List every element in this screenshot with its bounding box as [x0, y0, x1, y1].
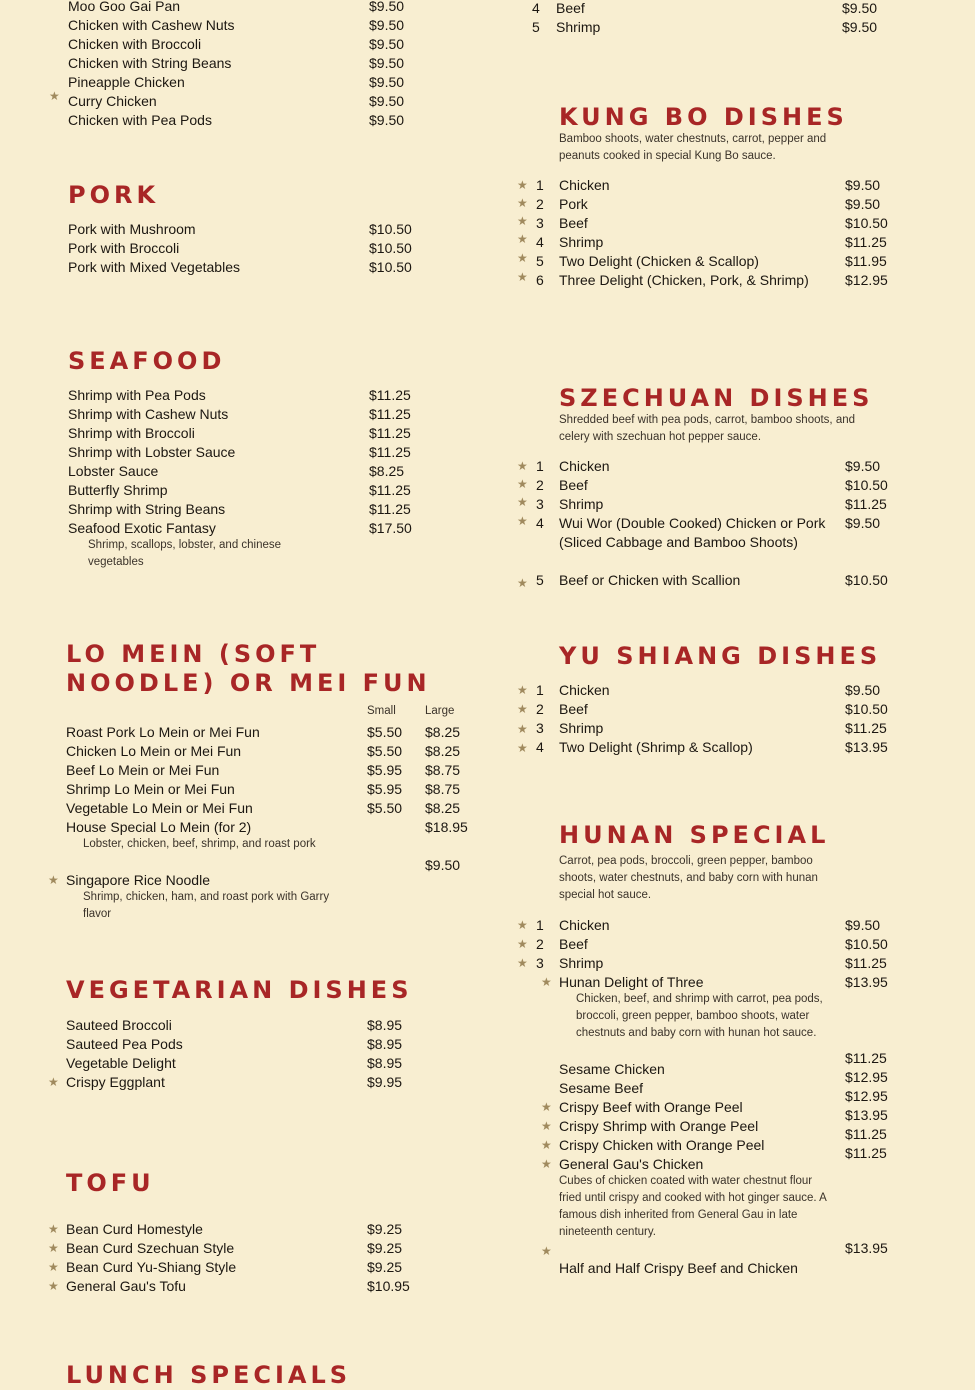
star-icon: ★ [517, 214, 528, 228]
price: $13.95 [845, 739, 888, 755]
star-icon: ★ [517, 937, 528, 951]
menu-item: Crispy Shrimp with Orange Peel [559, 1118, 759, 1134]
menu-item: Butterfly Shrimp [68, 482, 168, 498]
price: $11.25 [845, 720, 887, 736]
section-title: SEAFOOD [68, 347, 226, 375]
menu-item: Vegetable Delight [66, 1055, 176, 1071]
star-icon: ★ [48, 1222, 59, 1236]
price: $13.95 [845, 1240, 888, 1256]
price: $9.25 [367, 1221, 403, 1237]
star-icon: ★ [48, 1260, 59, 1274]
item-number: 3 [536, 215, 544, 231]
price: $9.50 [369, 74, 405, 90]
menu-item: Sesame Chicken [559, 1061, 665, 1077]
menu-item: Bean Curd Szechuan Style [66, 1240, 235, 1256]
star-icon: ★ [517, 196, 528, 210]
item-description: Shrimp, scallops, lobster, and chinese vegetables [88, 539, 282, 568]
item-number: 4 [536, 234, 544, 250]
menu-item: Wui Wor (Double Cooked) Chicken or Pork (Sliced Cabbage and Bamboo Shoots) [559, 515, 826, 550]
section-title: VEGETARIAN DISHES [66, 976, 413, 1004]
price: $10.50 [369, 221, 412, 237]
menu-item: Seafood Exotic Fantasy [68, 520, 216, 536]
star-icon: ★ [541, 1100, 552, 1114]
item-number: 5 [532, 19, 540, 35]
section-title: HUNAN SPECIAL [559, 821, 830, 849]
star-icon: ★ [517, 956, 528, 970]
item-number: 6 [536, 272, 544, 288]
menu-item: Two Delight (Shrimp & Scallop) [559, 739, 753, 755]
price: $9.50 [842, 19, 878, 35]
price: $11.25 [369, 425, 411, 441]
price: $11.25 [369, 482, 411, 498]
column-header-large: Large [425, 705, 455, 717]
menu-item: Shrimp with Cashew Nuts [68, 406, 229, 422]
price: $9.50 [369, 112, 405, 128]
menu-item: Bean Curd Yu-Shiang Style [66, 1259, 237, 1275]
menu-item: Beef [559, 477, 588, 493]
star-icon: ★ [517, 722, 528, 736]
price: $11.25 [845, 1050, 887, 1066]
price: $9.50 [845, 177, 881, 193]
section-title: SZECHUAN DISHES [559, 384, 874, 412]
item-number: 4 [532, 0, 540, 16]
menu-item: Moo Goo Gai Pan [68, 0, 181, 14]
price-small: $5.95 [367, 781, 403, 797]
star-icon: ★ [517, 232, 528, 246]
menu-item: Shrimp [559, 496, 604, 512]
item-number: 4 [536, 739, 544, 755]
menu-item: Shrimp Lo Mein or Mei Fun [66, 781, 235, 797]
price: $9.50 [845, 917, 881, 933]
star-icon: ★ [517, 514, 528, 528]
item-number: 2 [536, 477, 544, 493]
star-icon: ★ [48, 1075, 59, 1089]
menu-item: Beef [559, 701, 588, 717]
star-icon: ★ [541, 1244, 552, 1258]
price: $9.50 [369, 17, 405, 33]
star-icon: ★ [541, 1138, 552, 1152]
star-icon: ★ [49, 89, 60, 103]
item-number: 1 [536, 682, 544, 698]
menu-item: Shrimp with Lobster Sauce [68, 444, 236, 460]
menu-item: Chicken with Broccoli [68, 36, 202, 52]
section-title: PORK [68, 181, 160, 209]
menu-item: Chicken [559, 177, 610, 193]
price: $12.95 [845, 1069, 888, 1085]
price-small: $5.50 [367, 743, 403, 759]
star-icon: ★ [517, 683, 528, 697]
menu-item: Beef [559, 215, 588, 231]
star-icon: ★ [517, 702, 528, 716]
star-icon: ★ [517, 251, 528, 265]
menu-item: Bean Curd Homestyle [66, 1221, 203, 1237]
star-icon: ★ [48, 873, 59, 887]
item-number: 3 [536, 496, 544, 512]
menu-item: Shrimp [559, 234, 604, 250]
star-icon: ★ [541, 1157, 552, 1171]
star-icon: ★ [517, 576, 528, 590]
price-large: $18.95 [425, 819, 468, 835]
item-number: 5 [536, 253, 544, 269]
price: $11.25 [369, 406, 411, 422]
price: $8.95 [367, 1017, 403, 1033]
price: $10.95 [367, 1278, 410, 1294]
price-large: $8.25 [425, 743, 461, 759]
section-title: KUNG BO DISHES [559, 103, 848, 131]
menu-item: Crispy Chicken with Orange Peel [559, 1137, 765, 1153]
item-description: Shrimp, chicken, ham, and roast pork with Garry flavor [83, 891, 330, 920]
item-number: 2 [536, 936, 544, 952]
menu-item: Chicken with Cashew Nuts [68, 17, 235, 33]
price: $12.95 [845, 272, 888, 288]
price-large: $9.50 [425, 857, 461, 873]
item-number: 1 [536, 458, 544, 474]
star-icon: ★ [517, 459, 528, 473]
menu-item: General Gau's Chicken [559, 1156, 704, 1172]
item-number: 4 [536, 515, 544, 531]
price: $10.50 [845, 936, 888, 952]
price: $11.25 [845, 496, 887, 512]
menu-item: Crispy Beef with Orange Peel [559, 1099, 743, 1115]
star-icon: ★ [48, 1279, 59, 1293]
item-number: 5 [536, 572, 544, 588]
menu-item: Chicken [559, 682, 610, 698]
star-icon: ★ [517, 918, 528, 932]
menu-item: Roast Pork Lo Mein or Mei Fun [66, 724, 260, 740]
menu-item: Chicken [559, 917, 610, 933]
price: $9.50 [842, 0, 878, 16]
star-icon: ★ [517, 178, 528, 192]
menu-item: Crispy Eggplant [66, 1074, 165, 1090]
section-title: LUNCH SPECIALS [66, 1361, 352, 1389]
price: $10.50 [369, 240, 412, 256]
menu-item: Shrimp with Broccoli [68, 425, 195, 441]
menu-item: Shrimp with Pea Pods [68, 387, 206, 403]
menu-item: Vegetable Lo Mein or Mei Fun [66, 800, 253, 816]
price: $10.50 [845, 477, 888, 493]
price: $11.25 [845, 234, 887, 250]
menu-item: Sauteed Broccoli [66, 1017, 172, 1033]
price: $9.25 [367, 1259, 403, 1275]
item-description: Lobster, chicken, beef, shrimp, and roast pork [83, 838, 316, 850]
price-small: $5.95 [367, 762, 403, 778]
price: $9.50 [845, 682, 881, 698]
price: $9.50 [369, 93, 405, 109]
item-description: Cubes of chicken coated with water chestnut flour fried until crispy and cooked with hot ginger sauce. A famous dish inherited from General Gau in late nineteenth century. [559, 1175, 827, 1238]
price: $11.25 [369, 444, 411, 460]
menu-item: Pork with Mixed Vegetables [68, 259, 240, 275]
price-large: $8.75 [425, 781, 461, 797]
star-icon: ★ [517, 741, 528, 755]
menu-item: Chicken with String Beans [68, 55, 232, 71]
menu-item: Two Delight (Chicken & Scallop) [559, 253, 759, 269]
section-description: Shredded beef with pea pods, carrot, bamboo shoots, and celery with szechuan hot pepper sauce. [559, 414, 856, 443]
price-small: $5.50 [367, 800, 403, 816]
item-number: 2 [536, 701, 544, 717]
item-number: 3 [536, 720, 544, 736]
price: $13.95 [845, 1107, 888, 1123]
price: $11.25 [369, 501, 411, 517]
menu-item: Lobster Sauce [68, 463, 159, 479]
price: $11.25 [845, 1126, 887, 1142]
star-icon: ★ [541, 975, 552, 989]
menu-item: Sesame Beef [559, 1080, 644, 1096]
item-number: 1 [536, 917, 544, 933]
price: $11.25 [845, 1145, 887, 1161]
menu-item: Beef [559, 936, 588, 952]
menu-item: Beef Lo Mein or Mei Fun [66, 762, 220, 778]
price-large: $8.25 [425, 724, 461, 740]
menu-item: Sauteed Pea Pods [66, 1036, 183, 1052]
price: $17.50 [369, 520, 412, 536]
price: $12.95 [845, 1088, 888, 1104]
star-icon: ★ [541, 1119, 552, 1133]
menu-item: Chicken Lo Mein or Mei Fun [66, 743, 242, 759]
price: $13.95 [845, 974, 888, 990]
price: $9.95 [367, 1074, 403, 1090]
item-number: 1 [536, 177, 544, 193]
menu-item: Pork with Mushroom [68, 221, 196, 237]
menu-item: Shrimp [559, 955, 604, 971]
price: $9.25 [367, 1240, 403, 1256]
menu-item: Shrimp [559, 720, 604, 736]
menu-item: Pork with Broccoli [68, 240, 180, 256]
menu-item: Shrimp [556, 19, 601, 35]
menu-item: Pork [559, 196, 588, 212]
menu-item: Pineapple Chicken [68, 74, 185, 90]
price: $8.95 [367, 1036, 403, 1052]
menu-item: Chicken with Pea Pods [68, 112, 212, 128]
item-number: 2 [536, 196, 544, 212]
price: $9.50 [369, 36, 405, 52]
item-number: 3 [536, 955, 544, 971]
price: $9.50 [845, 196, 881, 212]
menu-item: Curry Chicken [68, 93, 157, 109]
menu-item: Hunan Delight of Three [559, 974, 704, 990]
star-icon: ★ [48, 1241, 59, 1255]
price-large: $8.25 [425, 800, 461, 816]
price: $10.50 [845, 701, 888, 717]
star-icon: ★ [517, 270, 528, 284]
price: $9.50 [369, 55, 405, 71]
price: $10.50 [845, 572, 888, 588]
section-title: TOFU [66, 1169, 155, 1197]
price: $11.25 [369, 387, 411, 403]
price-small: $5.50 [367, 724, 403, 740]
menu-item: Singapore Rice Noodle [66, 872, 210, 888]
menu-item: Three Delight (Chicken, Pork, & Shrimp) [559, 272, 809, 288]
column-header-small: Small [367, 705, 396, 717]
price: $9.50 [845, 458, 881, 474]
star-icon: ★ [517, 477, 528, 491]
price: $9.50 [369, 0, 405, 14]
menu-item: Half and Half Crispy Beef and Chicken [559, 1260, 798, 1276]
price: $11.25 [845, 955, 887, 971]
menu-item: Beef or Chicken with Scallion [559, 572, 741, 588]
section-description: Carrot, pea pods, broccoli, green pepper, bamboo shoots, water chestnuts, and baby corn with hunan special hot sauce. [559, 855, 818, 901]
price-large: $8.75 [425, 762, 461, 778]
price: $10.50 [369, 259, 412, 275]
price: $8.95 [367, 1055, 403, 1071]
menu-item: General Gau's Tofu [66, 1278, 186, 1294]
section-description: Bamboo shoots, water chestnuts, carrot, pepper and peanuts cooked in special Kung Bo sauce. [559, 133, 827, 162]
price: $10.50 [845, 215, 888, 231]
item-description: Chicken, beef, and shrimp with carrot, pea pods, broccoli, green pepper, bamboo shoots, water chestnuts and baby corn with hunan hot sauce. [576, 993, 823, 1039]
section-title: LO MEIN (SOFT [66, 640, 321, 668]
section-title: NOODLE) OR MEI FUN [66, 669, 431, 697]
menu-item: House Special Lo Mein (for 2) [66, 819, 252, 835]
menu-item: Shrimp with String Beans [68, 501, 226, 517]
price: $9.50 [845, 515, 881, 531]
star-icon: ★ [517, 495, 528, 509]
section-title: YU SHIANG DISHES [559, 642, 882, 670]
price: $8.25 [369, 463, 405, 479]
menu-item: Chicken [559, 458, 610, 474]
menu-item: Beef [556, 0, 585, 16]
price: $11.95 [845, 253, 887, 269]
